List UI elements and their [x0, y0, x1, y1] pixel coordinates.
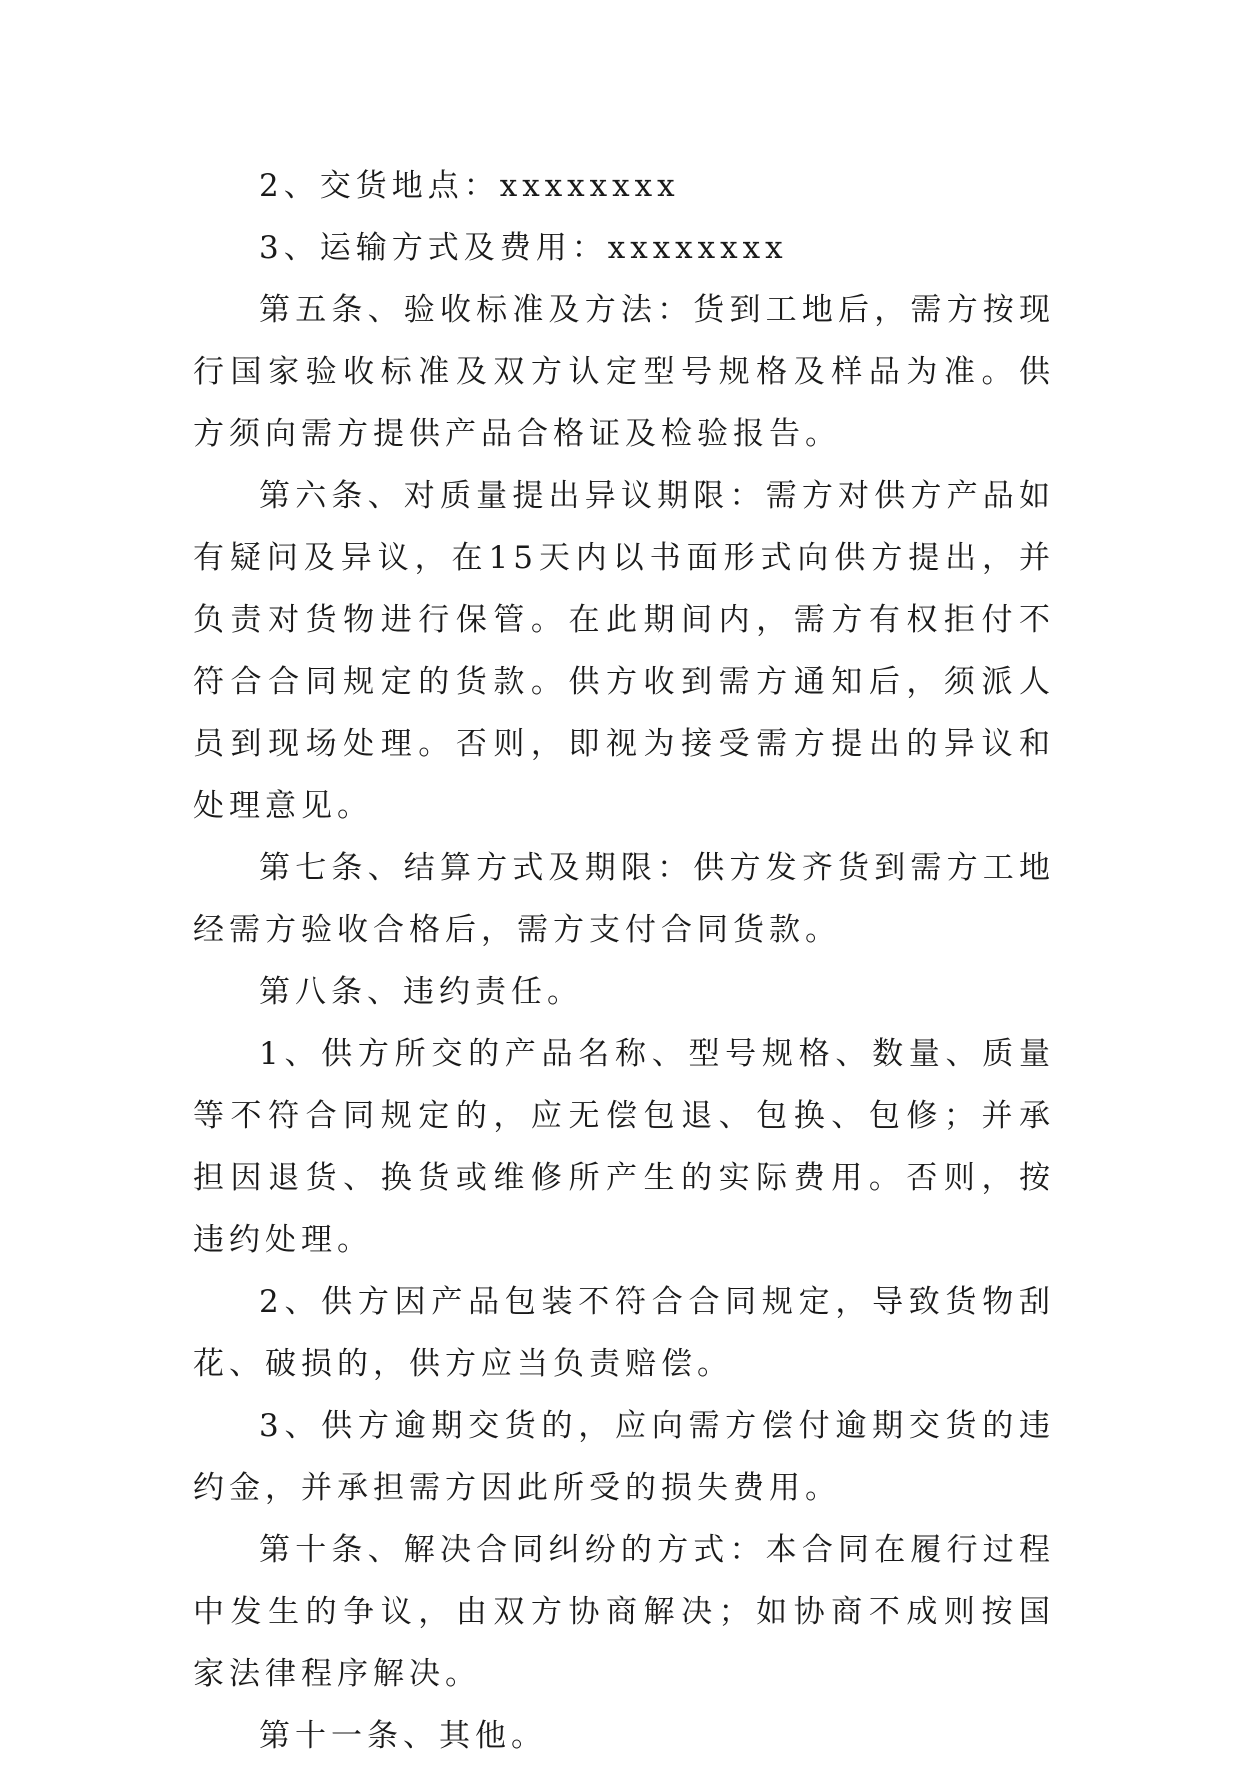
liability-item-3: 3、供方逾期交货的，应向需方偿付逾期交货的违约金，并承担需方因此所受的损失费用。 — [193, 1408, 1055, 1506]
article-10-disputes: 第十条、解决合同纠纷的方式：本合同在履行过程中发生的争议，由双方协商解决；如协商不成则按国家法律程序解决。 — [193, 1532, 1055, 1692]
article-5-acceptance: 第五条、验收标准及方法：货到工地后，需方按现行国家验收标准及双方认定型号规格及样品为准。供方须向需方提供产品合格证及检验报告。 — [193, 292, 1055, 452]
article-6-quality-objection: 第六条、对质量提出异议期限：需方对供方产品如有疑问及异议，在15天内以书面形式向供方提出，并负责对货物进行保管。在此期间内，需方有权拒付不符合合同规定的货款。供方收到需方通知后，须派人员到现场处理。否则，即视为接受需方提出的异议和处理意见。 — [193, 478, 1055, 824]
article-8-liability: 第八条、违约责任。 — [259, 974, 583, 1010]
article-11-other: 第十一条、其他。 — [259, 1718, 547, 1754]
document-page — [193, 155, 1055, 1767]
liability-item-2: 2、供方因产品包装不符合合同规定，导致货物刮花、破损的，供方应当负责赔偿。 — [193, 1284, 1055, 1382]
clause-transport-method: 3、运输方式及费用：xxxxxxxx — [259, 230, 788, 266]
article-7-settlement: 第七条、结算方式及期限：供方发齐货到需方工地经需方验收合格后，需方支付合同货款。 — [193, 850, 1055, 948]
clause-delivery-location: 2、交货地点：xxxxxxxx — [259, 168, 680, 204]
liability-item-1: 1、供方所交的产品名称、型号规格、数量、质量等不符合同规定的，应无偿包退、包换、包修；并承担因退货、换货或维修所产生的实际费用。否则，按违约处理。 — [193, 1036, 1055, 1258]
